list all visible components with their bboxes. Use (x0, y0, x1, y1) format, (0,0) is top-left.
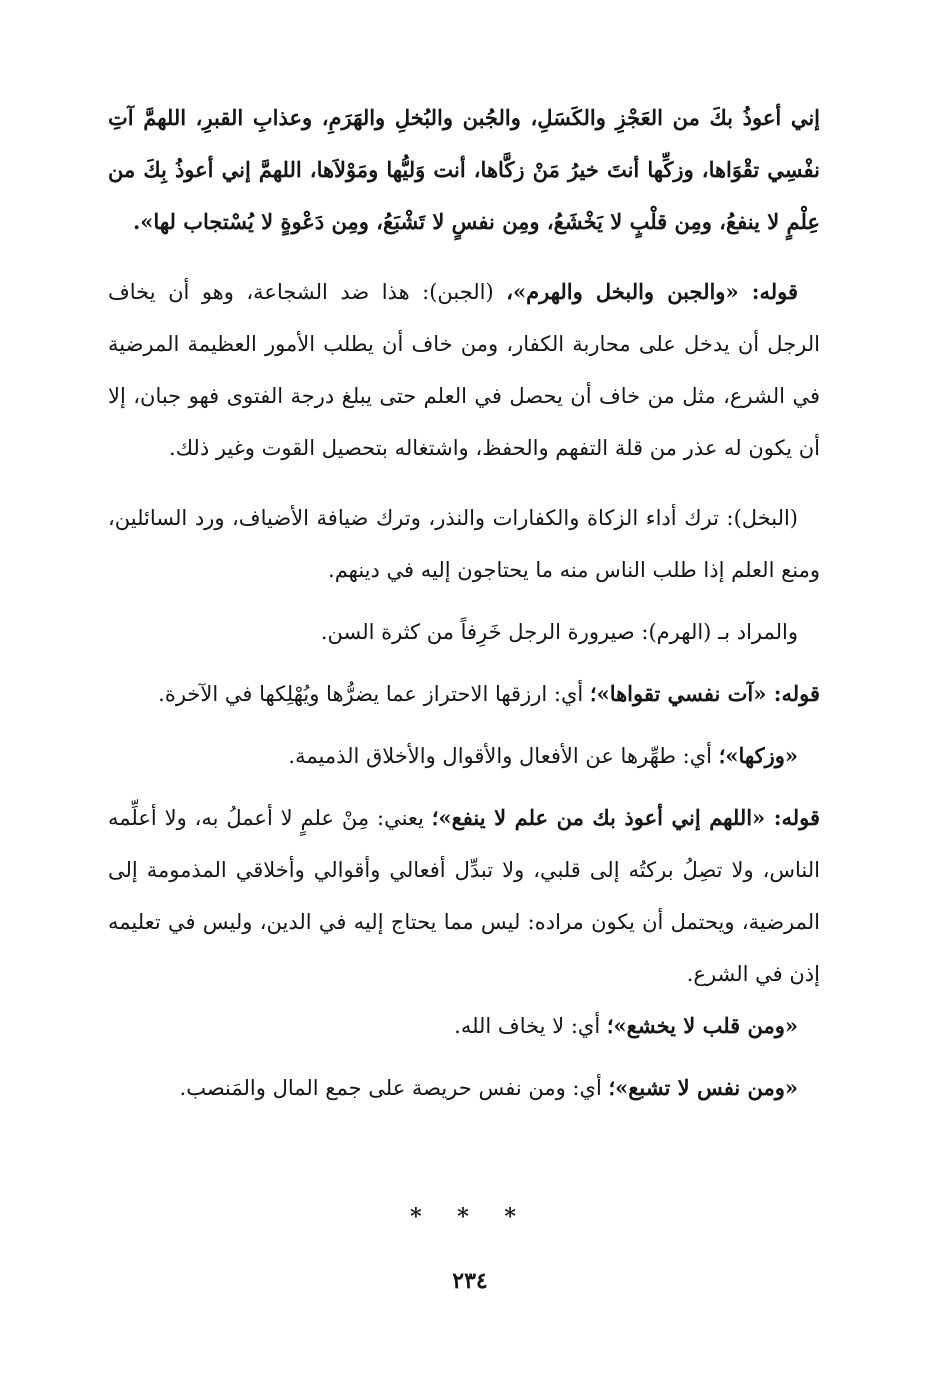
commentary-text: أي: ارزقها الاحتراز عما يضرُّها ويُهْلِكها في الآخرة. (158, 682, 590, 706)
quoted-phrase: «ومن نفس لا تشبع»؛ (608, 1075, 798, 1100)
commentary-text: أي: ومن نفس حريصة على جمع المال والمَنصب. (179, 1076, 609, 1100)
commentary-text: يعني: مِنْ علمٍ لا أعملُ به، ولا أعلِّمه الناس، ولا تصِلُ بركتُه إلى قلبي، ولا تبدِّل أفعالي وأقوالي وأخلاقي المذمومة إلى المرضية، ويحتمل أن يكون مراده: ليس مما يحتاج إليه في الدين، وليس في تعليمه إذن في الشرع. (108, 806, 820, 986)
commentary-paragraph (108, 606, 820, 658)
commentary-paragraph (108, 668, 820, 720)
commentary-text: (البخل): ترك أداء الزكاة والكفارات والنذر، وترك ضيافة الأضياف، ورد السائلين، ومنع العلم إذا طلب الناس منه ما يحتاجون إليه في دينهم. (108, 506, 820, 582)
quoted-phrase: قوله: «اللهم إني أعوذ بك من علم لا ينفع»؛ (431, 805, 820, 830)
commentary-text: والمراد بـ (الهرم): صيرورة الرجل خَرِفاً من كثرة السن. (320, 620, 798, 644)
section-separator: * * * (410, 1204, 530, 1230)
commentary-paragraph (108, 1062, 820, 1114)
hadith-paragraph: إني أعوذُ بكَ من العَجْزِ والكَسَلِ، والجُبن والبُخلِ والهَرَمِ، وعذابِ القبرِ، اللهمَّ آتِ نفْسِي تقْوَاها، وزكِّها أنتَ خيرُ مَنْ زكَّاها، أنت وَليُّها ومَوْلاَها، اللهمَّ إني أعوذُ بِكَ من عِلْمٍ لا ينفعُ، ومِن قلْبٍ لا يَخْشَعُ، ومِن نفسٍ لا تَشْبَعُ، ومِن دَعْوةٍ لا يُسْتجاب لها». (108, 105, 820, 234)
quoted-phrase: «وزكها»؛ (718, 743, 798, 768)
commentary-text: أي: لا يخاف الله. (454, 1014, 607, 1038)
page-number: ٢٣٤ (452, 1268, 488, 1294)
commentary-paragraph (108, 730, 820, 782)
page-body (108, 92, 820, 1114)
quoted-phrase: قوله: «والجبن والبخل والهرم»، (506, 279, 799, 304)
commentary-paragraph (108, 266, 820, 474)
quoted-phrase: «ومن قلب لا يخشع»؛ (606, 1013, 798, 1038)
quoted-phrase: قوله: «آت نفسي تقواها»؛ (589, 681, 820, 706)
commentary-paragraph (108, 1000, 820, 1052)
commentary-paragraph (108, 792, 820, 1000)
commentary-text: (الجبن): هذا ضد الشجاعة، وهو أن يخاف الرجل أن يدخل على محاربة الكفار، ومن خاف أن يطلب الأمور العظيمة المرضية في الشرع، مثل من خاف أن يحصل في العلم حتى يبلغ درجة الفتوى فهو جبان، إلا أن يكون له عذر من قلة التفهم والحفظ، واشتغاله بتحصيل القوت وغير ذلك. (108, 280, 820, 460)
commentary-paragraph (108, 492, 820, 596)
commentary-text: أي: طهِّرها عن الأفعال والأقوال والأخلاق الذميمة. (288, 744, 719, 768)
